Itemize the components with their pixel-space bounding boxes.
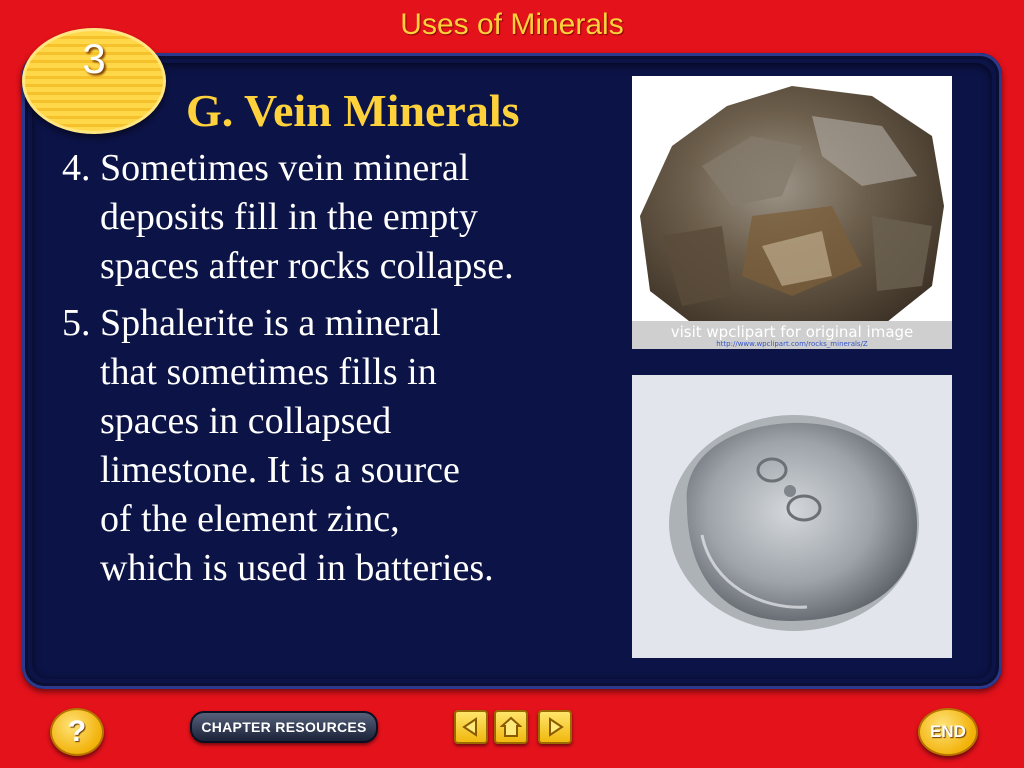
zinc-sphalerite-image — [632, 375, 952, 658]
previous-slide-button[interactable] — [454, 710, 488, 744]
rock-illustration — [632, 76, 952, 349]
slide-heading: G. Vein Minerals — [186, 85, 520, 136]
home-icon — [500, 716, 522, 738]
rock-image-watermark: visit wpclipart for original image — [632, 321, 952, 349]
help-button[interactable]: ? — [50, 708, 104, 756]
section-number: 3 — [82, 35, 106, 82]
point-4 — [62, 144, 622, 291]
rock-image-watermark-url: http://www.wpclipart.com/rocks_minerals/Z — [716, 340, 868, 348]
zinc-nugget-illustration — [632, 375, 952, 658]
point-5-line-3: spaces in collapsed — [100, 400, 392, 442]
next-slide-button[interactable] — [538, 710, 572, 744]
point-4-line-2: deposits fill in the empty — [100, 196, 478, 238]
home-button[interactable] — [494, 710, 528, 744]
chapter-resources-button[interactable]: CHAPTER RESOURCES — [190, 711, 378, 743]
arrow-right-icon — [544, 716, 566, 738]
end-button[interactable]: END — [918, 708, 978, 756]
point-5-line-1: 5. Sphalerite is a mineral — [62, 302, 441, 344]
point-5-line-4: limestone. It is a source — [100, 449, 460, 491]
arrow-left-icon — [460, 716, 482, 738]
slide-body — [62, 144, 622, 601]
point-5-line-6: which is used in batteries. — [100, 547, 494, 589]
point-5 — [62, 299, 622, 593]
point-4-line-1: 4. Sometimes vein mineral — [62, 147, 470, 189]
header-title: Uses of Minerals — [400, 8, 624, 41]
point-4-line-3: spaces after rocks collapse. — [100, 245, 514, 287]
chapter-section-badge — [22, 28, 166, 134]
vein-mineral-rock-image — [632, 76, 952, 349]
point-5-line-2: that sometimes fills in — [100, 351, 437, 393]
point-5-line-5: of the element zinc, — [100, 498, 400, 540]
footer-nav — [0, 700, 1024, 768]
